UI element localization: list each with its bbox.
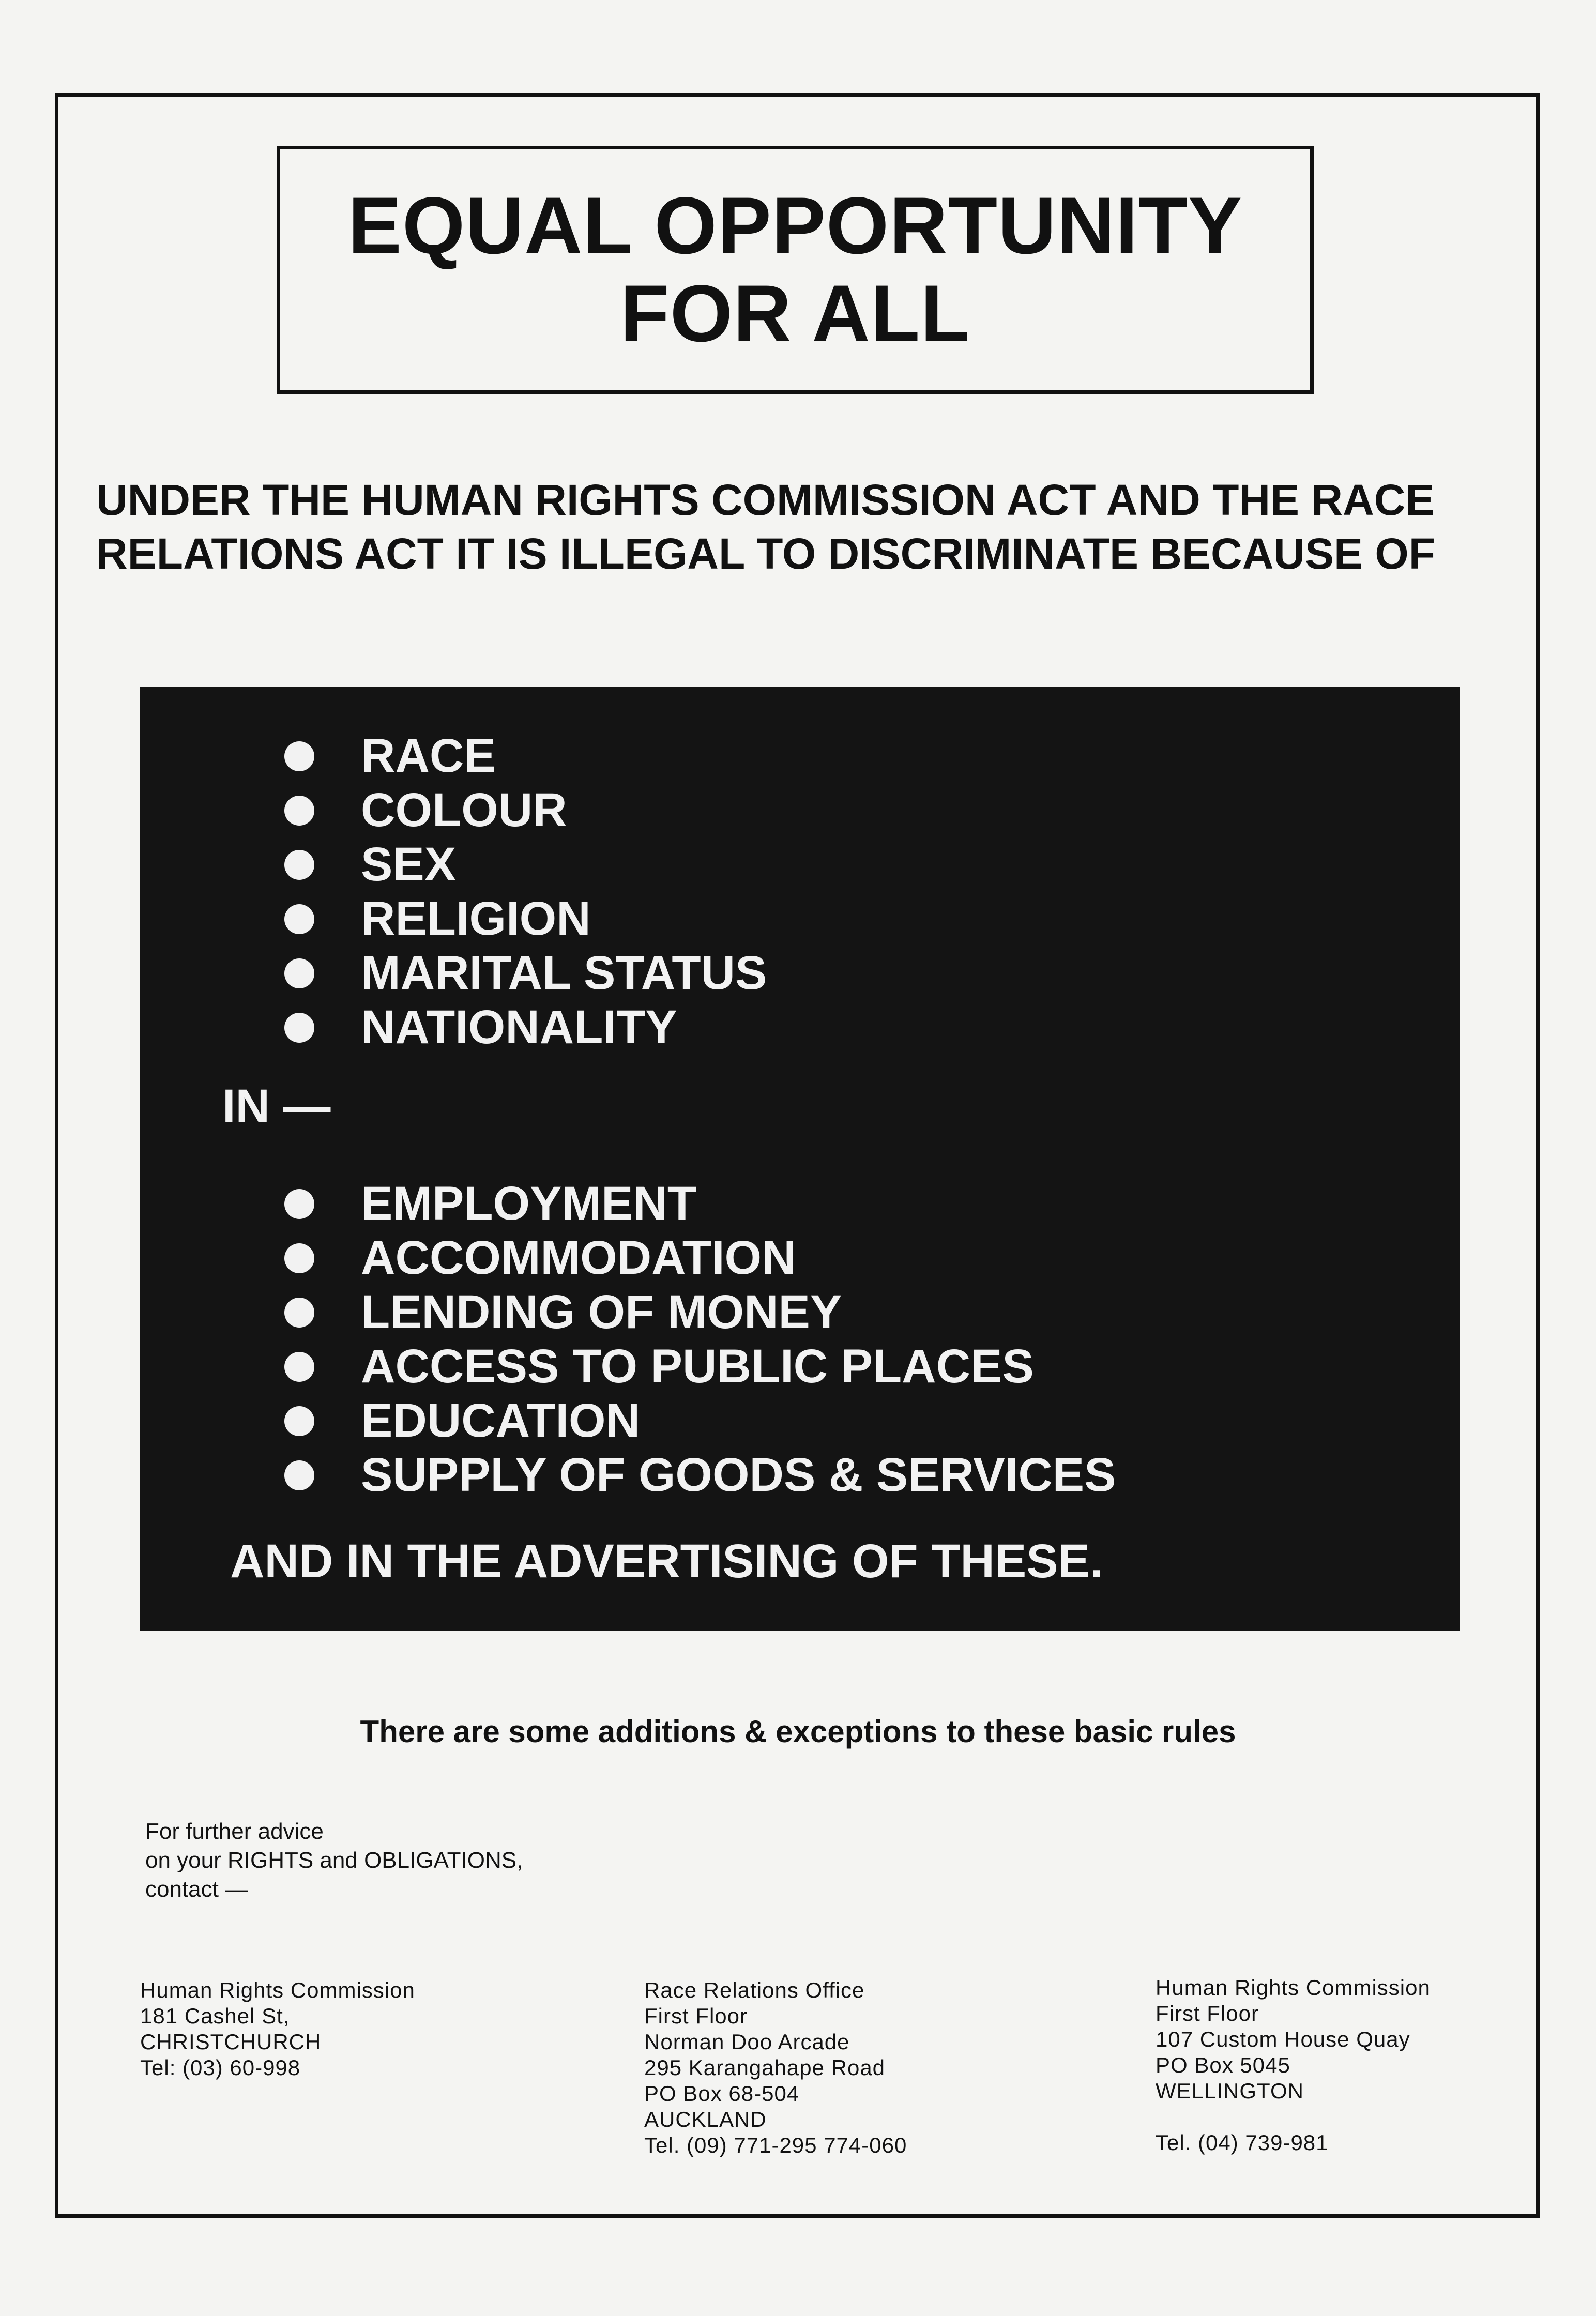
advice-line-3: contact — <box>145 1877 248 1902</box>
title-line-2: FOR ALL <box>620 269 970 359</box>
bullet-icon <box>284 1243 314 1273</box>
list-item <box>140 1339 1116 1394</box>
list-item <box>140 729 767 783</box>
ground-label: SEX <box>361 838 457 891</box>
bullet-icon <box>284 1013 314 1043</box>
list-item <box>140 1231 1116 1285</box>
list-item <box>140 946 767 1000</box>
contact-phone: Tel. (04) 739-981 <box>1156 2130 1329 2155</box>
contact-phone: Tel. (09) 771-295 774-060 <box>644 2133 907 2157</box>
advice-line-1: For further advice <box>145 1819 324 1844</box>
contact-phone: Tel: (03) 60-998 <box>140 2055 301 2080</box>
ground-label: RELIGION <box>361 892 591 945</box>
intro-line-1: UNDER THE HUMAN RIGHTS COMMISSION ACT AND THE RACE <box>96 476 1435 524</box>
bullet-icon <box>284 1189 314 1219</box>
title-box <box>277 146 1314 394</box>
intro-statement <box>96 473 1523 581</box>
contact-line: PO Box 68-504 <box>644 2081 800 2106</box>
contact-line: 295 Karangahape Road <box>644 2055 886 2080</box>
in-label: IN — <box>222 1080 331 1133</box>
contact-line: CHRISTCHURCH <box>140 2030 322 2054</box>
bullet-icon <box>284 1406 314 1436</box>
list-item <box>140 1394 1116 1448</box>
contact-line: First Floor <box>644 2004 748 2028</box>
bullet-icon <box>284 1460 314 1490</box>
contact-christchurch <box>140 1977 415 2081</box>
ground-label: COLOUR <box>361 784 567 836</box>
contact-wellington <box>1156 1975 1431 2156</box>
list-item <box>140 1448 1116 1502</box>
list-item <box>140 1177 1116 1231</box>
contact-line: First Floor <box>1156 2001 1259 2025</box>
exceptions-note: There are some additions & exceptions to these basic rules <box>360 1714 1236 1749</box>
contact-line: 107 Custom House Quay <box>1156 2027 1410 2051</box>
contact-auckland <box>644 1977 907 2158</box>
area-label: ACCESS TO PUBLIC PLACES <box>361 1340 1034 1393</box>
areas-list <box>140 1177 1116 1502</box>
panel-footer: AND IN THE ADVERTISING OF THESE. <box>230 1535 1103 1588</box>
contact-line: PO Box 5045 <box>1156 2053 1290 2077</box>
contact-line: 181 Cashel St, <box>140 2004 290 2028</box>
area-label: LENDING OF MONEY <box>361 1286 842 1338</box>
intro-line-2: RELATIONS ACT IT IS ILLEGAL TO DISCRIMINATE BECAUSE OF <box>96 529 1436 578</box>
ground-label: MARITAL STATUS <box>361 947 767 999</box>
contact-line: Norman Doo Arcade <box>644 2030 850 2054</box>
discrimination-panel <box>140 687 1460 1631</box>
contact-line: WELLINGTON <box>1156 2079 1304 2103</box>
spacer <box>1156 2104 1431 2130</box>
contact-line: Human Rights Commission <box>1156 1975 1431 2000</box>
title-line-1: EQUAL OPPORTUNITY <box>347 181 1243 271</box>
bullet-icon <box>284 1298 314 1328</box>
list-item <box>140 783 767 837</box>
contact-line: Human Rights Commission <box>140 1978 415 2002</box>
list-item <box>140 1285 1116 1339</box>
list-item <box>140 892 767 946</box>
list-item <box>140 837 767 892</box>
area-label: SUPPLY OF GOODS & SERVICES <box>361 1449 1116 1501</box>
list-item <box>140 1000 767 1055</box>
bullet-icon <box>284 796 314 826</box>
bullet-icon <box>284 904 314 934</box>
grounds-list <box>140 729 767 1055</box>
advice-block <box>145 1817 523 1904</box>
area-label: EDUCATION <box>361 1394 641 1447</box>
advice-line-2: on your RIGHTS and OBLIGATIONS, <box>145 1848 523 1873</box>
area-label: EMPLOYMENT <box>361 1177 697 1230</box>
ground-label: NATIONALITY <box>361 1001 677 1054</box>
bullet-icon <box>284 1352 314 1382</box>
area-label: ACCOMMODATION <box>361 1231 796 1284</box>
contact-line: AUCKLAND <box>644 2107 767 2131</box>
ground-label: RACE <box>361 729 496 782</box>
contact-line: Race Relations Office <box>644 1978 865 2002</box>
bullet-icon <box>284 850 314 880</box>
bullet-icon <box>284 958 314 988</box>
bullet-icon <box>284 741 314 771</box>
